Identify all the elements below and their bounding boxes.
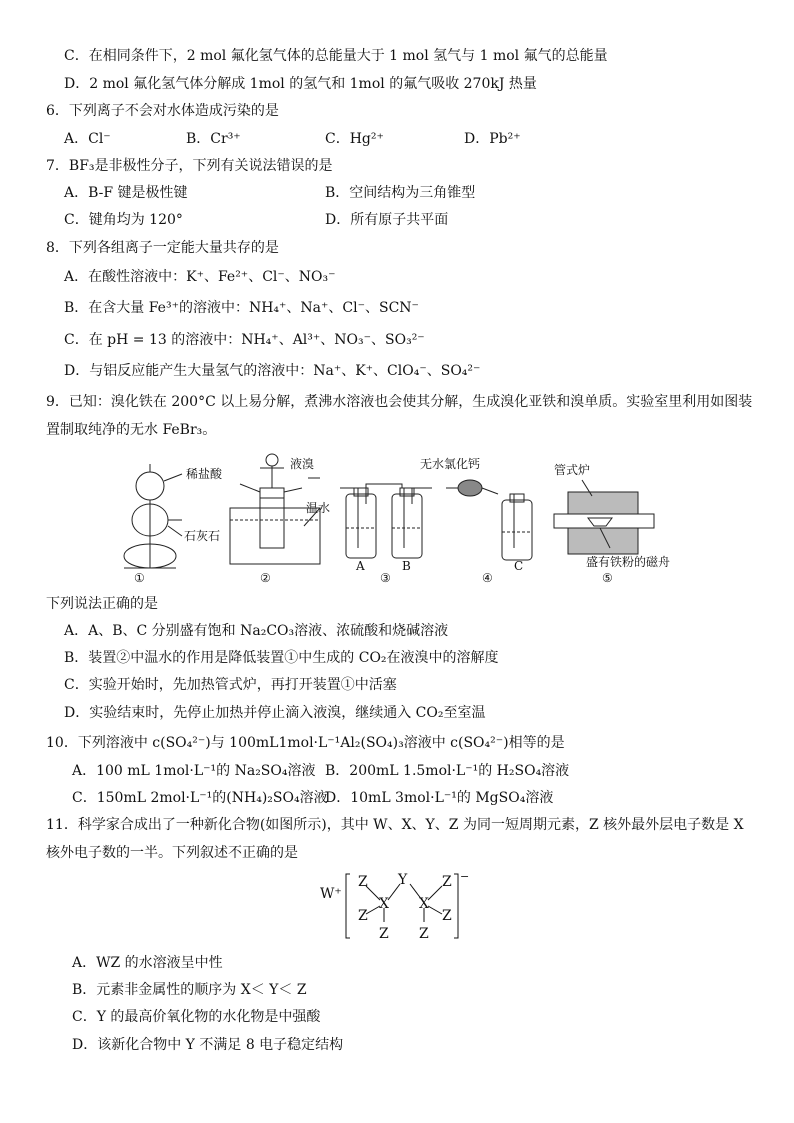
atom-z1: Z <box>358 874 368 890</box>
apparatus-figure <box>110 448 690 588</box>
q6-option-a: A．Cl⁻ <box>64 131 111 147</box>
anion-charge: − <box>460 870 470 883</box>
atom-z2: Z <box>442 874 452 890</box>
tube-furnace <box>554 480 654 554</box>
label-bottle-c: C <box>514 559 524 573</box>
q8-stem: 8．下列各组离子一定能大量共存的是 <box>46 240 279 256</box>
label-n1: ① <box>134 571 145 585</box>
q11-option-d: D．该新化合物中 Y 不满足 8 电子稳定结构 <box>72 1037 344 1053</box>
q5-option-d: D．2 mol 氟化氢气体分解成 1mol 的氢气和 1mol 的氟气吸收 270kJ 热量 <box>64 76 537 92</box>
q9-option-b: B．装置②中温水的作用是降低装置①中生成的 CO₂在液溴中的溶解度 <box>64 650 499 666</box>
drying-tube-and-bottle <box>446 480 532 560</box>
q11-option-a: A．WZ 的水溶液呈中性 <box>72 955 223 971</box>
label-liquid-bromine: 液溴 <box>290 457 315 471</box>
q10-option-d: D．10mL 3mol·L⁻¹的 MgSO₄溶液 <box>325 790 554 806</box>
label-n2: ② <box>260 571 271 585</box>
q7-option-a: A．B-F 键是极性键 <box>64 185 188 201</box>
q9-option-c: C．实验开始时，先加热管式炉，再打开装置①中活塞 <box>64 677 397 693</box>
q6-option-b: B．Cr³⁺ <box>186 131 241 147</box>
atom-z3: Z <box>358 908 368 924</box>
q6-stem: 6．下列离子不会对水体造成污染的是 <box>46 103 279 119</box>
q8-option-b: B．在含大量 Fe³⁺的溶液中：NH₄⁺、Na⁺、Cl⁻、SCN⁻ <box>64 300 419 316</box>
q10-option-c: C．150mL 2mol·L⁻¹的(NH₄)₂SO₄溶液 <box>72 790 328 806</box>
q9-option-d: D．实验结束时，先停止加热并停止滴入液溴，继续通入 CO₂至室温 <box>64 705 486 721</box>
label-tube-furnace: 管式炉 <box>554 463 591 477</box>
label-anhydrous-cacl2: 无水氯化钙 <box>420 457 481 471</box>
q9-stem-line2: 置制取纯净的无水 FeBr₃。 <box>46 422 217 438</box>
kipp-generator <box>124 464 182 568</box>
q9-prompt: 下列说法正确的是 <box>46 596 158 612</box>
q11-stem-line1: 11．科学家合成出了一种新化合物(如图所示)，其中 W、X、Y、Z 为同一短周期元素，Z 核外最外层电子数是 X <box>46 817 744 833</box>
q9-stem-line1: 9．已知：溴化铁在 200°C 以上易分解，煮沸水溶液也会使其分解，生成溴化亚铁和溴单质。实验室里利用如图装 <box>46 394 753 410</box>
q5-option-c: C．在相同条件下，2 mol 氟化氢气体的总能量大于 1 mol 氢气与 1 mol 氟气的总能量 <box>64 48 608 64</box>
q6-option-c: C．Hg²⁺ <box>325 131 384 147</box>
label-bottle-b: B <box>402 559 411 573</box>
q11-stem-line2: 核外电子数的一半。下列叙述不正确的是 <box>46 845 298 861</box>
label-dilute-hcl: 稀盐酸 <box>186 467 223 481</box>
q7-option-c: C．键角均为 120° <box>64 212 183 228</box>
label-n5: ⑤ <box>602 571 613 585</box>
atom-z5: Z <box>379 926 389 942</box>
compound-structure <box>318 868 478 946</box>
q11-option-c: C．Y 的最高价氧化物的水化物是中强酸 <box>72 1009 321 1025</box>
atom-z4: Z <box>442 908 452 924</box>
q7-option-d: D．所有原子共平面 <box>325 212 449 228</box>
cation-w: W⁺ <box>320 886 342 902</box>
label-n4: ④ <box>482 571 493 585</box>
atom-x2: X <box>419 896 429 912</box>
wash-bottles <box>340 484 432 558</box>
q6-option-d: D．Pb²⁺ <box>464 131 521 147</box>
q8-option-c: C．在 pH = 13 的溶液中：NH₄⁺、Al³⁺、NO₃⁻、SO₃²⁻ <box>64 332 425 348</box>
atom-z6: Z <box>419 926 429 942</box>
q7-stem: 7．BF₃是非极性分子，下列有关说法错误的是 <box>46 158 333 174</box>
label-bottle-a: A <box>356 559 365 573</box>
q8-option-d: D．与铝反应能产生大量氢气的溶液中：Na⁺、K⁺、ClO₄⁻、SO₄²⁻ <box>64 363 481 379</box>
label-boat: 盛有铁粉的磁舟 <box>586 555 671 569</box>
q10-option-a: A．100 mL 1mol·L⁻¹的 Na₂SO₄溶液 <box>72 763 316 779</box>
label-n3: ③ <box>380 571 391 585</box>
q8-option-a: A．在酸性溶液中：K⁺、Fe²⁺、Cl⁻、NO₃⁻ <box>64 269 336 285</box>
label-limestone: 石灰石 <box>184 529 221 543</box>
q9-option-a: A．A、B、C 分别盛有饱和 Na₂CO₃溶液、浓硫酸和烧碱溶液 <box>64 623 449 639</box>
label-warm-water: 温水 <box>306 501 331 515</box>
q10-stem: 10．下列溶液中 c(SO₄²⁻)与 100mL1mol·L⁻¹Al₂(SO₄)₃溶液中 c(SO₄²⁻)相等的是 <box>46 735 565 751</box>
atom-y: Y <box>398 872 408 888</box>
atom-x1: X <box>379 896 389 912</box>
q7-option-b: B．空间结构为三角锥型 <box>325 185 476 201</box>
q11-option-b: B．元素非金属性的顺序为 X＜ Y＜ Z <box>72 982 307 998</box>
q10-option-b: B．200mL 1.5mol·L⁻¹的 H₂SO₄溶液 <box>325 763 570 779</box>
